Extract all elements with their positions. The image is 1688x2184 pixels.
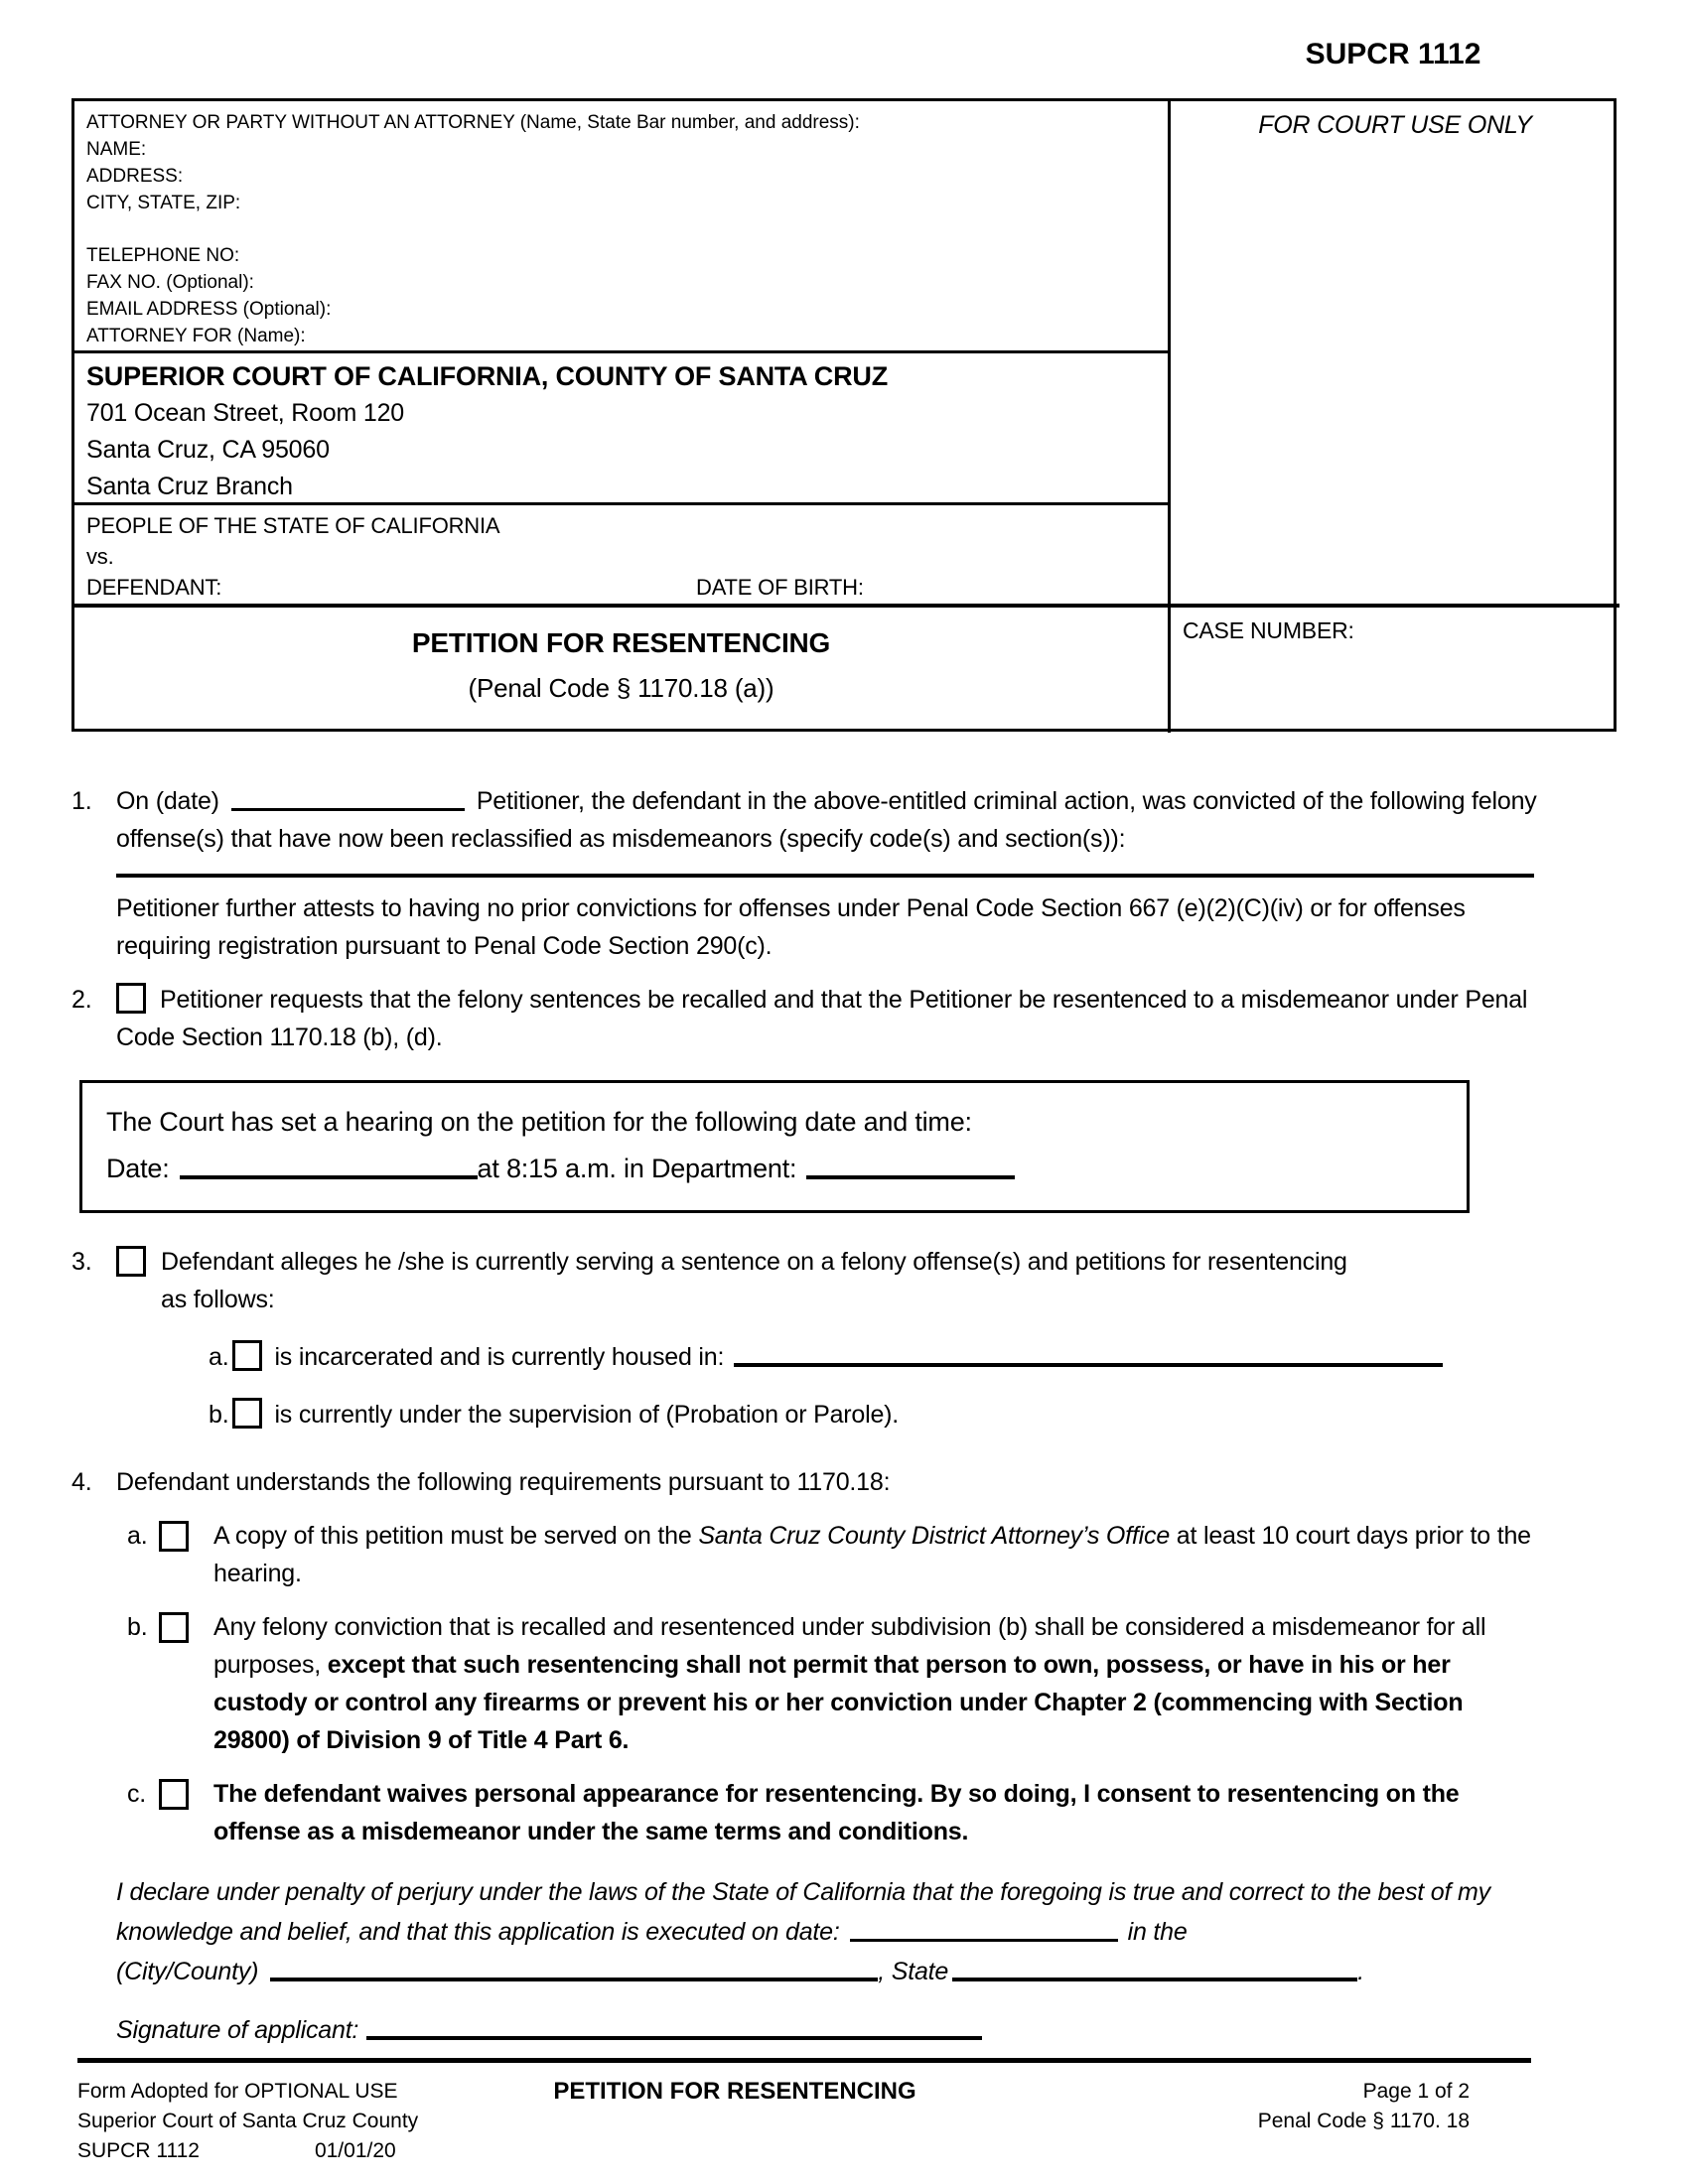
signature-row — [71, 2011, 1543, 2049]
state-label: , State — [878, 1958, 949, 1985]
declaration-period: . — [1357, 1958, 1364, 1985]
hearing-notice-text: The Court has set a hearing on the petition for the following date and time: — [106, 1107, 972, 1137]
declaration-in-the: in the — [1127, 1918, 1188, 1946]
page-subtitle: (Penal Code § 1170.18 (a)) — [468, 673, 774, 703]
vs-label: vs. — [86, 544, 114, 569]
court-address-box — [74, 350, 1171, 502]
case-number-box — [1171, 604, 1619, 733]
footer-form-code: SUPCR 1112 — [77, 2139, 200, 2162]
item-3a — [209, 1338, 1543, 1376]
form-body — [71, 782, 1543, 2049]
date-of-birth-label: DATE OF BIRTH: — [696, 575, 864, 600]
perjury-declaration — [71, 1872, 1543, 1991]
item-3-number: 3. — [71, 1248, 92, 1276]
court-street: 701 Ocean Street, Room 120 — [86, 399, 404, 427]
item-4a-text-italic: Santa Cruz County District Attorney’s Office — [698, 1522, 1171, 1550]
item-4-text: Defendant understands the following requirements pursuant to 1170.18: — [116, 1468, 891, 1496]
court-city: Santa Cruz, CA 95060 — [86, 436, 330, 464]
item-3-text-line1: Defendant alleges he /she is currently serving a sentence on a felony offense(s) and petitions for resentencing — [161, 1248, 1347, 1276]
hearing-date-row — [106, 1146, 1443, 1192]
item-1 — [71, 782, 1543, 858]
item-4c-checkbox[interactable] — [159, 1779, 189, 1810]
parties-box — [74, 502, 1171, 604]
attorney-telephone-label: TELEPHONE NO: — [86, 245, 240, 266]
city-county-blank[interactable] — [270, 1954, 878, 1981]
item-2-text: Petitioner requests that the felony sentences be recalled and that the Petitioner be resentenced to a misdemeanor under Penal Code Section 1170.18 (b), (d). — [116, 986, 1528, 1051]
title-box — [74, 604, 1171, 733]
attorney-name-label: NAME: — [86, 139, 147, 160]
attorney-box — [74, 101, 1171, 350]
plaintiff-name: PEOPLE OF THE STATE OF CALIFORNIA — [86, 513, 500, 538]
footer-page-number: Page 1 of 2 — [1362, 2080, 1470, 2103]
item-4c-letter: c. — [127, 1780, 147, 1808]
item-4a-text-pre: A copy of this petition must be served on the — [213, 1522, 699, 1550]
signature-blank[interactable] — [366, 2012, 982, 2040]
item-4b-checkbox[interactable] — [159, 1612, 189, 1643]
item-4a-text-post: at least 10 court days prior to the hearing. — [213, 1522, 1531, 1587]
item-2-number: 2. — [71, 986, 92, 1014]
item-3a-letter: a. — [209, 1343, 229, 1371]
caption-box — [71, 98, 1617, 732]
defendant-row — [86, 572, 1156, 603]
hearing-notice-box — [79, 1080, 1470, 1213]
footer-form-row — [77, 2136, 418, 2166]
conviction-date-blank[interactable] — [231, 784, 465, 811]
item-3b-checkbox[interactable] — [232, 1398, 262, 1429]
form-code: SUPCR 1112 — [1305, 38, 1481, 70]
footer-right — [1258, 2077, 1470, 2136]
attorney-box-title: ATTORNEY OR PARTY WITHOUT AN ATTORNEY (Name, State Bar number, and address): — [86, 112, 860, 133]
attorney-fax-label: FAX NO. (Optional): — [86, 272, 254, 293]
item-1-text: Petitioner, the defendant in the above-entitled criminal action, was convicted of the following felony offense(s) that have now been reclassified as misdemeanors (specify code(s) and section(s)): — [116, 787, 1537, 853]
case-number-label: CASE NUMBER: — [1183, 617, 1354, 643]
attorney-address-label: ADDRESS: — [86, 166, 184, 187]
item-4a-checkbox[interactable] — [159, 1521, 189, 1552]
for-court-use-only-label: FOR COURT USE ONLY — [1258, 111, 1532, 139]
footer-form-date: 01/01/20 — [314, 2139, 396, 2162]
item-4a-letter: a. — [127, 1522, 148, 1550]
city-county-label: (City/County) — [116, 1958, 259, 1985]
attorney-city-state-zip-label: CITY, STATE, ZIP: — [86, 193, 241, 213]
signature-label: Signature of applicant: — [116, 2016, 359, 2044]
item-1-lead: On (date) — [116, 787, 219, 815]
item-2-checkbox[interactable] — [116, 983, 146, 1014]
page-title: PETITION FOR RESENTENCING — [411, 627, 831, 658]
item-4c-text-bold: The defendant waives personal appearance for resentencing. By so doing, I consent to resentencing on the offense as a misdemeanor under the same terms and conditions. — [213, 1780, 1460, 1845]
attorney-for-label: ATTORNEY FOR (Name): — [86, 326, 306, 346]
item-3b-letter: b. — [209, 1401, 229, 1429]
item-4b-text-pre: Any felony conviction that is recalled and resentenced under subdivision (b) shall be considered a misdemeanor for all purposes, — [213, 1613, 1486, 1679]
item-1-attestation-text: Petitioner further attests to having no prior convictions for offenses under Penal Code Section 667 (e)(2)(C)(iv) or for offenses requiring registration pursuant to Penal Code Section 290(c). — [116, 894, 1466, 960]
attorney-email-label: EMAIL ADDRESS (Optional): — [86, 299, 332, 320]
footer-adoption-note: Form Adopted for OPTIONAL USE — [77, 2080, 398, 2103]
item-3b-text: is currently under the supervision of (Probation or Parole). — [274, 1401, 900, 1429]
item-2 — [71, 981, 1543, 1056]
item-4b-text-bold: except that such resentencing shall not permit that person to own, possess, or have in his or her custody or control any firearms or prevent his or her conviction under Chapter 2 (commencing with Section 29800) of Division 9 of Title 4 Part 6. — [213, 1651, 1464, 1754]
executed-date-blank[interactable] — [850, 1915, 1118, 1942]
footer-left — [77, 2077, 418, 2166]
item-4c — [71, 1775, 1543, 1850]
state-blank[interactable] — [952, 1954, 1357, 1981]
item-1-number: 1. — [71, 787, 92, 815]
court-branch: Santa Cruz Branch — [86, 473, 293, 500]
for-court-use-only-box — [1171, 101, 1619, 604]
item-4 — [71, 1463, 1543, 1501]
hearing-date-blank[interactable] — [180, 1152, 478, 1179]
declaration-text: I declare under penalty of perjury under the laws of the State of California that the foregoing is true and correct to the best of my knowledge and belief, and that this application is executed on date: — [116, 1878, 1490, 1946]
department-blank[interactable] — [806, 1152, 1015, 1179]
item-4b — [71, 1608, 1543, 1759]
item-4b-letter: b. — [127, 1613, 148, 1641]
item-3a-checkbox[interactable] — [232, 1340, 262, 1371]
offenses-blank[interactable] — [116, 874, 1534, 878]
footer-title: PETITION FOR RESENTENCING — [553, 2078, 916, 2105]
item-4a — [71, 1517, 1543, 1592]
hearing-date-label: Date: — [106, 1154, 170, 1183]
footer-penal-code: Penal Code § 1170. 18 — [1257, 2110, 1470, 2132]
item-3 — [71, 1243, 1543, 1318]
item-1-attestation — [71, 889, 1543, 965]
court-name: SUPERIOR COURT OF CALIFORNIA, COUNTY OF SANTA CRUZ — [86, 361, 888, 391]
defendant-label: DEFENDANT: — [86, 575, 222, 600]
item-3b — [209, 1396, 1543, 1433]
item-3a-text: is incarcerated and is currently housed in: — [274, 1343, 725, 1371]
footer-court-name: Superior Court of Santa Cruz County — [77, 2110, 419, 2132]
item-4-number: 4. — [71, 1468, 92, 1496]
item-3-checkbox[interactable] — [116, 1246, 146, 1277]
hearing-time-text: at 8:15 a.m. in Department: — [477, 1154, 797, 1183]
item-3-text-line2: as follows: — [161, 1286, 275, 1313]
footer-rule — [77, 2058, 1531, 2063]
housed-in-blank[interactable] — [734, 1339, 1443, 1367]
